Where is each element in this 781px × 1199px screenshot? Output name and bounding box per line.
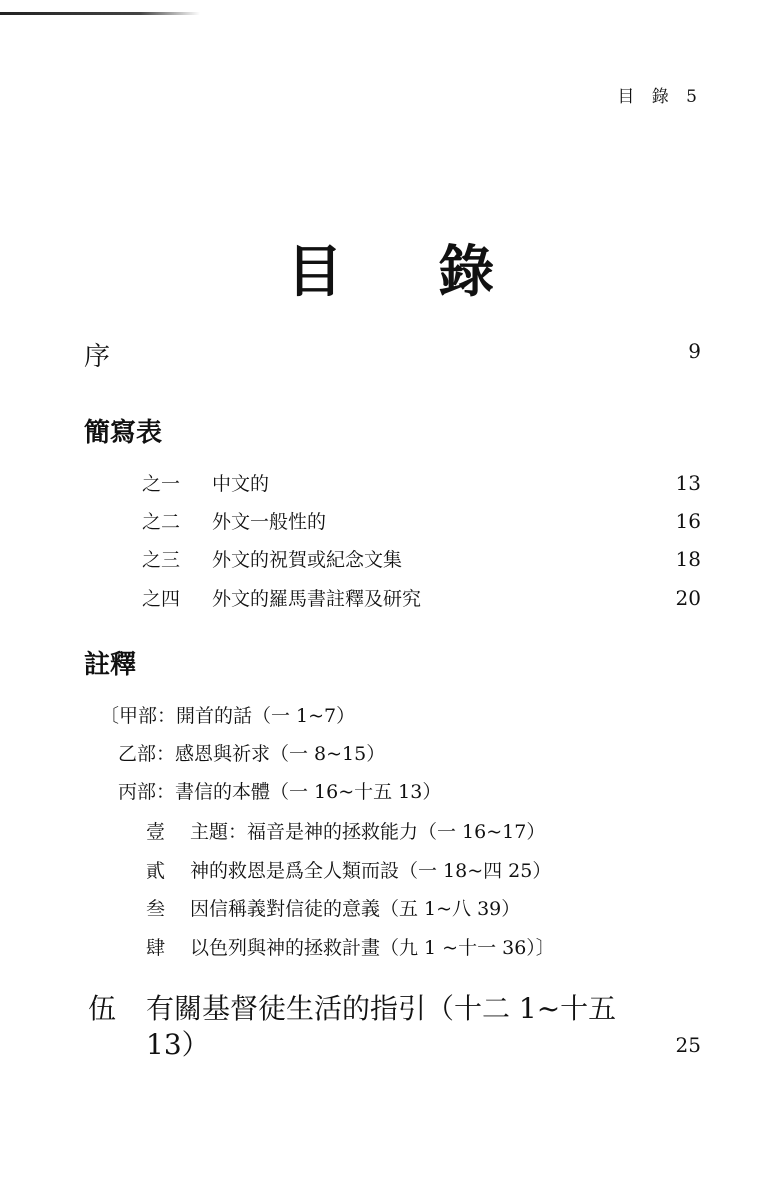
running-head-page-number: 5 [686,87,697,107]
section-entry [146,933,555,960]
section-text: 因信稱義對信徒的意義（五 1~八 39） [190,898,521,920]
entry-text: 外文一般性的 [212,511,327,533]
chapter-five-page: 25 [675,1033,701,1057]
part-entry: 〔甲部：開首的話（一 1~7） [100,705,356,727]
abbreviations-heading: 簡寫表 [84,418,163,448]
section-entry [146,817,545,844]
entry-number: 之二 [142,511,181,533]
entry-number: 之一 [142,473,181,495]
entry-text: 外文的羅馬書註釋及研究 [212,588,422,610]
toc-entry [142,507,326,534]
section-text: 神的救恩是爲全人類而設（一 18~四 25） [190,860,552,882]
part-entry: 丙部：書信的本體（一 16~十五 13） [118,781,442,803]
entry-text: 外文的祝賀或紀念文集 [212,549,403,571]
chapter-five-number: 伍 [88,992,117,1025]
section-number: 叁 [146,898,166,920]
entry-page: 16 [675,509,701,533]
section-entry [146,856,551,883]
toc-entry [142,469,269,496]
notes-heading: 註釋 [84,650,137,680]
chapter-five-title-line1: 有關基督徒生活的指引（十二 1~十五 [146,992,617,1025]
section-entry [146,894,520,921]
section-text: 主題：福音是神的拯救能力（一 16~17） [190,821,546,843]
scan-edge-line [0,12,200,15]
section-number: 壹 [146,821,166,843]
part-entry: 乙部：感恩與祈求（一 8~15） [118,743,386,765]
entry-page: 13 [675,471,701,495]
entry-page: 20 [675,586,701,610]
running-head [617,82,697,107]
entry-page: 18 [675,547,701,571]
entry-number: 之三 [142,549,181,571]
toc-entry [142,545,402,572]
section-text: 以色列與神的拯救計畫（九 1 ~十一 36）〕 [190,937,555,959]
toc-entry [142,584,421,611]
page-title: 目 錄 [286,239,533,305]
preface-label: 序 [84,342,111,372]
chapter-five-title-line2: 13） [146,1028,210,1061]
entry-text: 中文的 [212,473,270,495]
preface-page: 9 [688,339,701,363]
section-number: 貳 [146,860,166,882]
section-number: 肆 [146,937,166,959]
entry-number: 之四 [142,588,181,610]
running-head-title: 目 錄 [617,87,675,107]
